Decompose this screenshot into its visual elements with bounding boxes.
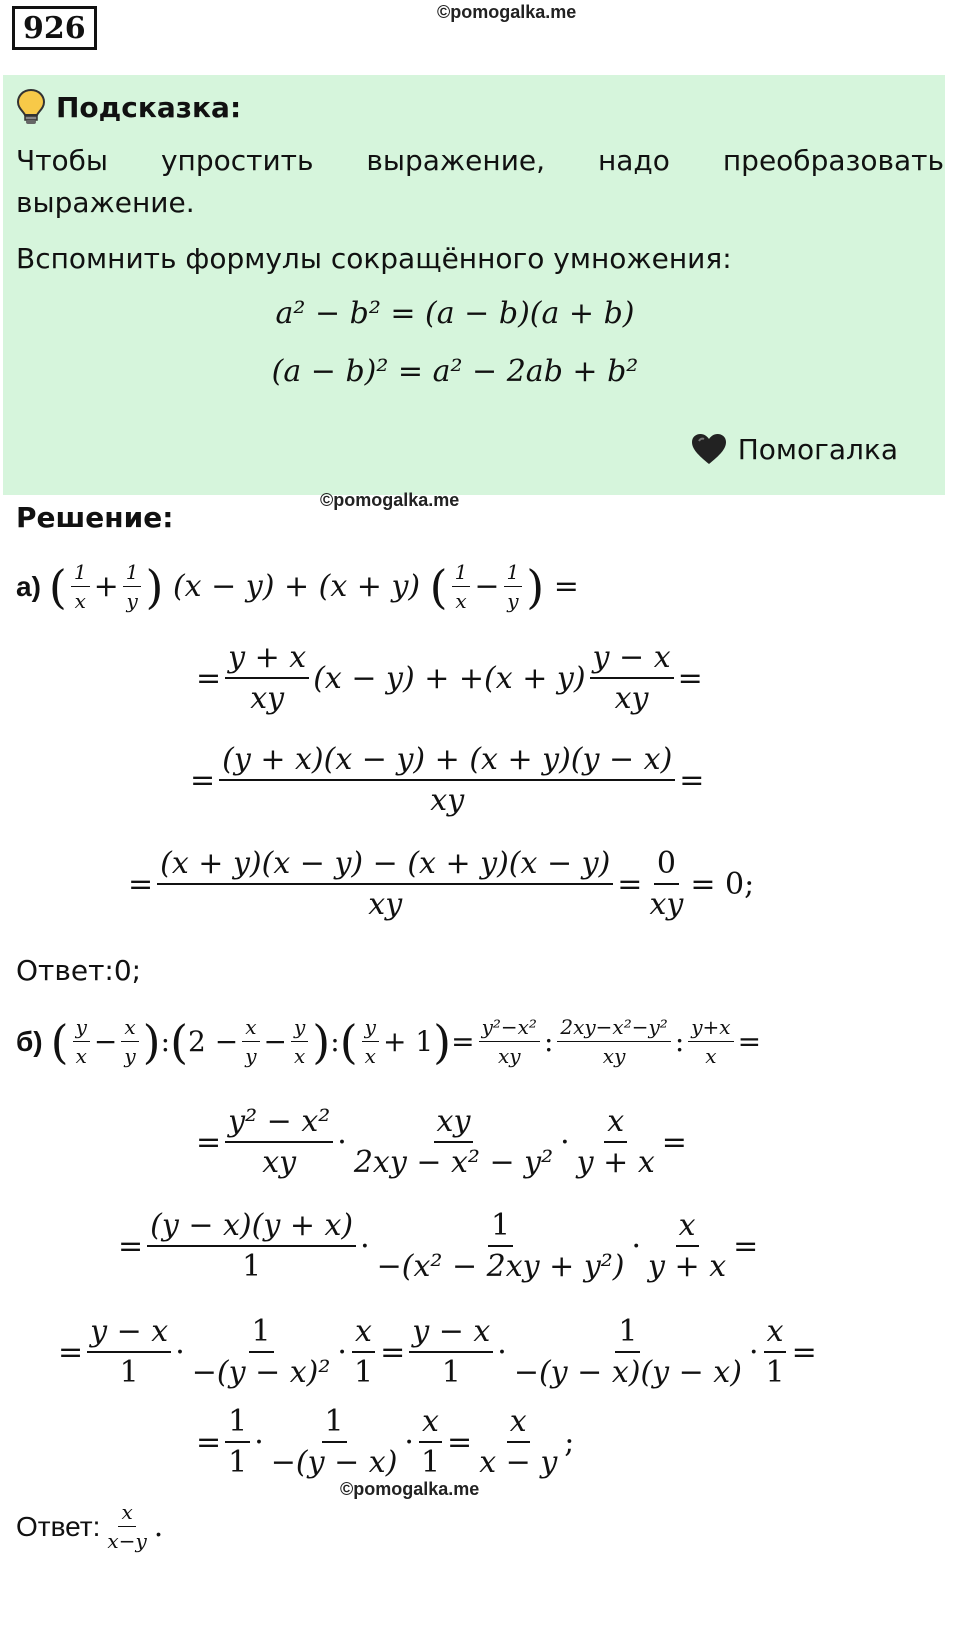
hint-line-2: Вспомнить формулы сокращённого умножения:: [16, 242, 732, 275]
part-b-line-5: = $\frac{1}{1}$ · $\frac{1}{-(y - x)}$ · $\frac{x}{1}$ = $\frac{x}{x - y}$ ;: [196, 1404, 575, 1480]
part-b-line-4: = $\frac{y - x}{1}$ · $\frac{1}{\text{−(y − x)²}}$ · $\frac{x}{1}$ = $\frac{y - x}{1}$ · $\frac{1}{-(y - x)(y - x)}$ · $\frac{x}{1}$ =: [58, 1314, 817, 1390]
hint-line-1: Чтобы упростить выражение, надо преобразовать выражение.: [16, 144, 944, 219]
part-a-line-4: = $\frac{(x + y)(x - y) - (x + y)(x - y)}{xy}$ = $\frac{0}{xy}$ = 0;: [128, 846, 755, 922]
part-a-line-3: = $\frac{(y + x)(x - y) + (x + y)(y - x)}{xy}$ =: [190, 742, 705, 818]
hint-title: [16, 88, 241, 126]
answer-a: Ответ:0;: [16, 954, 142, 987]
part-b-line-3: = $\frac{(y - x)(y + x)}{1}$ · $\frac{1}{\text{−(x² − 2xy + y²)}}$ · $\frac{x}{y + x}$ =: [118, 1208, 759, 1284]
watermark-middle: ©pomogalka.me: [320, 490, 460, 510]
solution-title: Решение:: [16, 501, 174, 534]
part-a-line-2: = $\frac{y + x}{xy}$ (x − y) + +(x + y) $\frac{y - x}{xy}$ =: [196, 640, 703, 716]
hint-title-text: Подсказка:: [56, 90, 242, 124]
answer-b: Ответ: $\frac{x}{x-y}$ .: [16, 1500, 164, 1553]
part-b-line-1: б) ( $\frac{y}{x}$ − $\frac{x}{y}$ ) : ( 2 − $\frac{x}{y}$ − $\frac{y}{x}$ ) : ( $\frac{y}{x}$ + 1 ) = $\frac{\text{y²−x²}}{xy}$ : $\frac{\text{2xy−x²−y²}}{xy}$ : $\frac{y+x}{x}$ =: [16, 1014, 762, 1069]
part-b-line-2: = $\frac{\text{y² − x²}}{xy}$ · $\frac{xy}{\text{2xy − x² − y²}}$ · $\frac{x}{y + x}$ =: [196, 1104, 687, 1180]
formula-2: (a − b)² = a² − 2ab + b²: [271, 354, 639, 389]
part-a-line-1: а) ( $\frac{1}{x}$ + $\frac{1}{y}$ ) (x − y) + (x + y) ( $\frac{1}{x}$ − $\frac{1}{y}$ ) =: [16, 559, 579, 614]
lightbulb-icon: [16, 88, 46, 126]
problem-number: 926: [12, 6, 97, 50]
part-a-label: а): [16, 570, 41, 602]
watermark-bottom: ©pomogalka.me: [340, 1479, 480, 1499]
formula-1: a² − b² = (a − b)(a + b): [275, 296, 635, 331]
answer-b-label: Ответ:: [16, 1510, 101, 1542]
watermark-top: ©pomogalka.me: [437, 2, 577, 22]
brand-text: Помогалка: [737, 432, 898, 466]
part-b-label: б): [16, 1025, 43, 1057]
brand: [690, 432, 898, 466]
heart-icon: [690, 432, 728, 466]
